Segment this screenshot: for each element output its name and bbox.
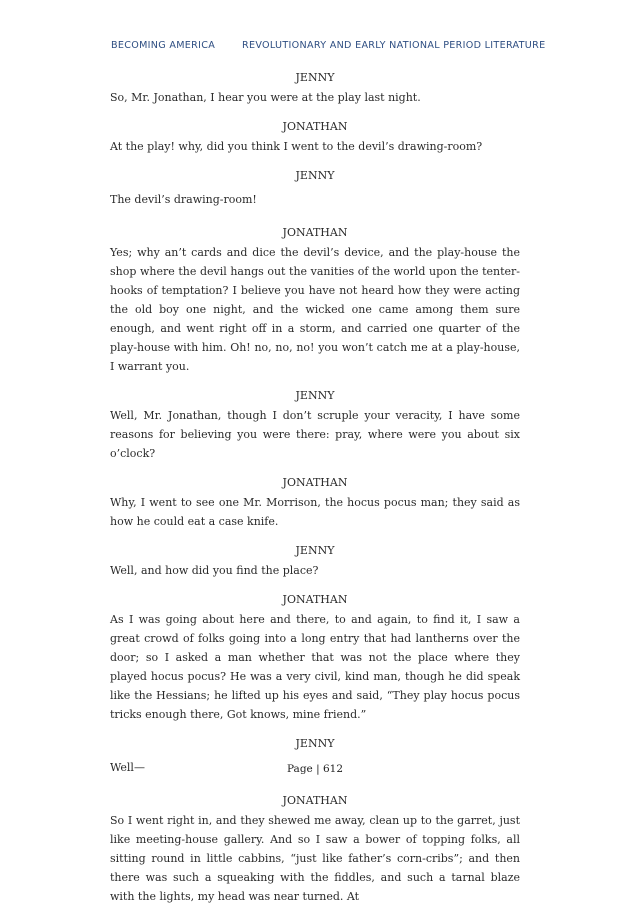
dialogue-text: Yes; why an’t cards and dice the devil’s device, and the play-house the shop where the devil hangs out the vanities of the world upon the tenter-hooks of temptation? I believe you have not heard how they were acting the old boy one night, and the wicked one came among them sure enough, and went right off in a storm, and carried one quarter of the play-house with him. Oh! no, no, no! you won’t catch me at a play-house, I warrant you. <box>110 246 520 373</box>
dialogue-block <box>110 168 520 209</box>
document-body <box>110 70 520 918</box>
speaker-name: JONATHAN <box>282 476 348 489</box>
speaker-name: JENNY <box>295 389 335 402</box>
dialogue-text: As I was going about here and there, to and again, to find it, I saw a great crowd of folks going into a long entry that had lantherns over the door; so I asked a man whether that was not the place where they played hocus pocus? He was a very civil, kind man, though he did speak like the Hessians; he lifted up his eyes and said, “They play hocus pocus tricks enough there, Got knows, mine friend.” <box>110 613 520 721</box>
dialogue-block <box>110 475 520 531</box>
dialogue-text: Why, I went to see one Mr. Morrison, the hocus pocus man; they said as how he could eat a case knife. <box>110 496 520 528</box>
speaker-name: JENNY <box>295 544 335 557</box>
dialogue-block <box>110 119 520 156</box>
dialogue-block <box>110 592 520 724</box>
speaker-name: JONATHAN <box>282 120 348 133</box>
dialogue-text: The devil’s drawing-room! <box>110 193 257 206</box>
speaker-name: JENNY <box>295 737 335 750</box>
dialogue-text: Well, and how did you find the place? <box>110 564 319 577</box>
dialogue-text: So I went right in, and they shewed me away, clean up to the garret, just like meeting-house gallery. And so I saw a bower of topping folks, all sitting round in little cabbins, “just like father’s corn-cribs”; and then there was such a squeaking with the fiddles, and such a tarnal blaze with the lights, my head was near turned. At <box>110 814 520 903</box>
speaker-name: JONATHAN <box>282 794 348 807</box>
header-section-title: REVOLUTIONARY AND EARLY NATIONAL PERIOD LITERATURE <box>242 40 546 51</box>
speaker-name: JENNY <box>295 71 335 84</box>
dialogue-block <box>110 388 520 463</box>
dialogue-text: So, Mr. Jonathan, I hear you were at the play last night. <box>110 91 421 104</box>
speaker-name: JENNY <box>295 169 335 182</box>
speaker-name: JONATHAN <box>282 226 348 239</box>
page-number: Page | 612 <box>286 763 344 775</box>
dialogue-text: Well— <box>110 761 145 774</box>
dialogue-block <box>110 70 520 107</box>
dialogue-block <box>110 225 520 376</box>
dialogue-text: At the play! why, did you think I went to the devil’s drawing-room? <box>110 140 483 153</box>
dialogue-block <box>110 543 520 580</box>
header-book-title: BECOMING AMERICA <box>111 40 216 51</box>
dialogue-text: Well, Mr. Jonathan, though I don’t scruple your veracity, I have some reasons for believing you were there: pray, where were you about six o’clock? <box>110 409 520 460</box>
dialogue-block <box>110 793 520 906</box>
speaker-name: JONATHAN <box>282 593 348 606</box>
